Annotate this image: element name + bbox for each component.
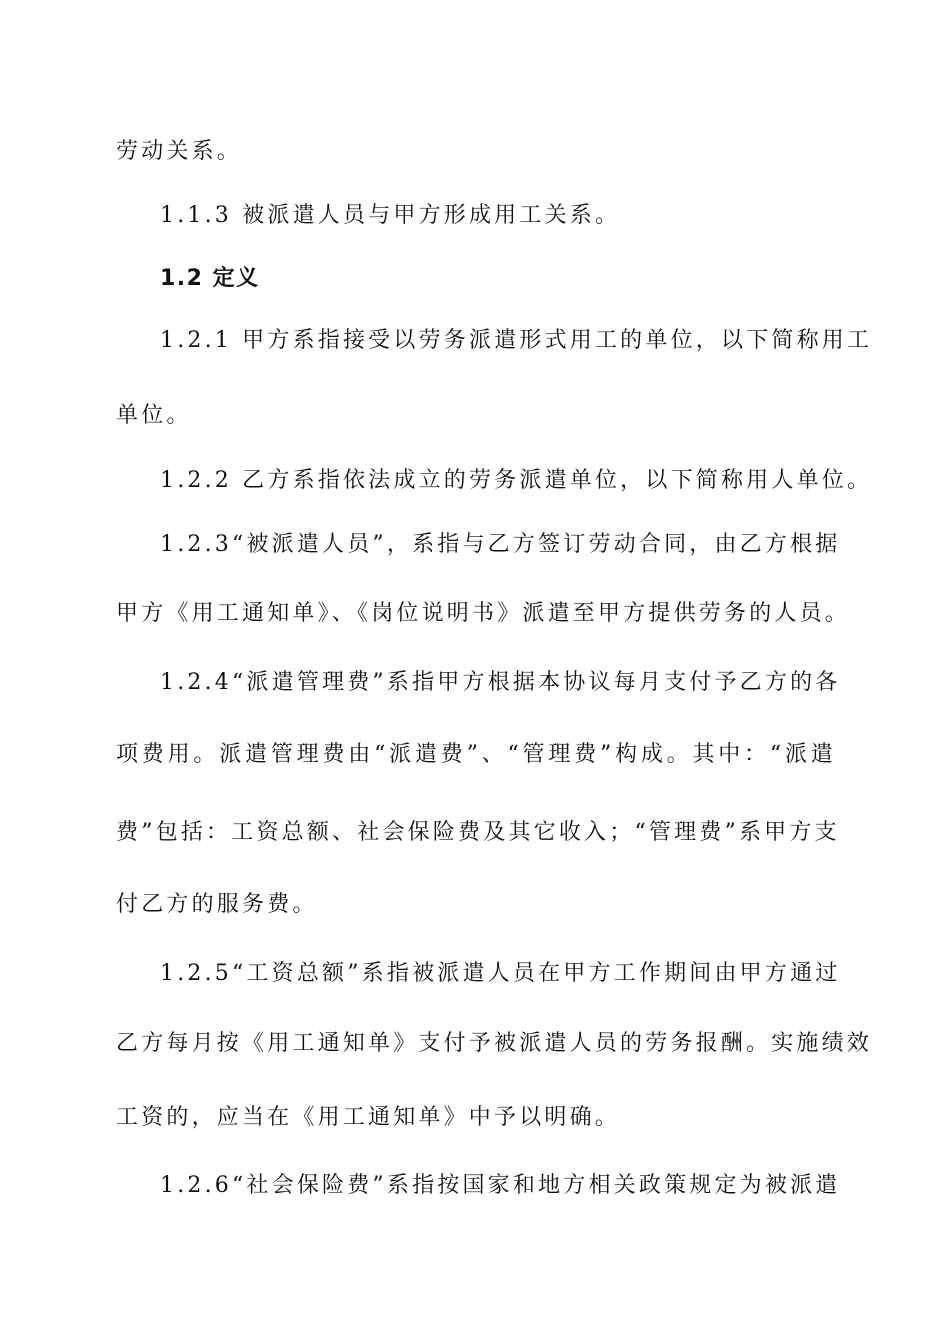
clause-1-2-2: 1.2.2 乙方系指依法成立的劳务派遣单位，以下简称用人单位。: [160, 468, 873, 493]
paragraph-line: 工资的，应当在《用工通知单》中予以明确。: [116, 1105, 621, 1130]
clause-1-2-4: 1.2.4“派遣管理费”系指甲方根据本协议每月支付予乙方的各: [160, 670, 841, 695]
section-heading-1-2: 1.2 定义: [160, 266, 260, 291]
paragraph-line: 费”包括：工资总额、社会保险费及其它收入；“管理费”系甲方支: [116, 820, 840, 845]
clause-1-2-3: 1.2.3“被派遣人员”，系指与乙方签订劳动合同，由乙方根据: [160, 532, 841, 557]
clause-1-2-1: 1.2.1 甲方系指接受以劳务派遣形式用工的单位，以下简称用工: [160, 328, 873, 353]
paragraph-line: 劳动关系。: [116, 139, 243, 164]
clause-1-2-6: 1.2.6“社会保险费”系指按国家和地方相关政策规定为被派遣: [160, 1173, 841, 1198]
paragraph-line: 项费用。派遣管理费由“派遣费”、“管理费”构成。其中：“派遣: [116, 742, 836, 767]
paragraph-line: 付乙方的服务费。: [116, 892, 318, 917]
paragraph-line: 单位。: [116, 403, 192, 428]
clause-1-2-5: 1.2.5“工资总额”系指被派遣人员在甲方工作期间由甲方通过: [160, 961, 841, 986]
clause-1-1-3: 1.1.3 被派遣人员与甲方形成用工关系。: [160, 203, 621, 228]
paragraph-line: 甲方《用工通知单》、《岗位说明书》派遣至甲方提供劳务的人员。: [116, 601, 851, 626]
paragraph-line: 乙方每月按《用工通知单》支付予被派遣人员的劳务报酬。实施绩效: [116, 1031, 873, 1056]
